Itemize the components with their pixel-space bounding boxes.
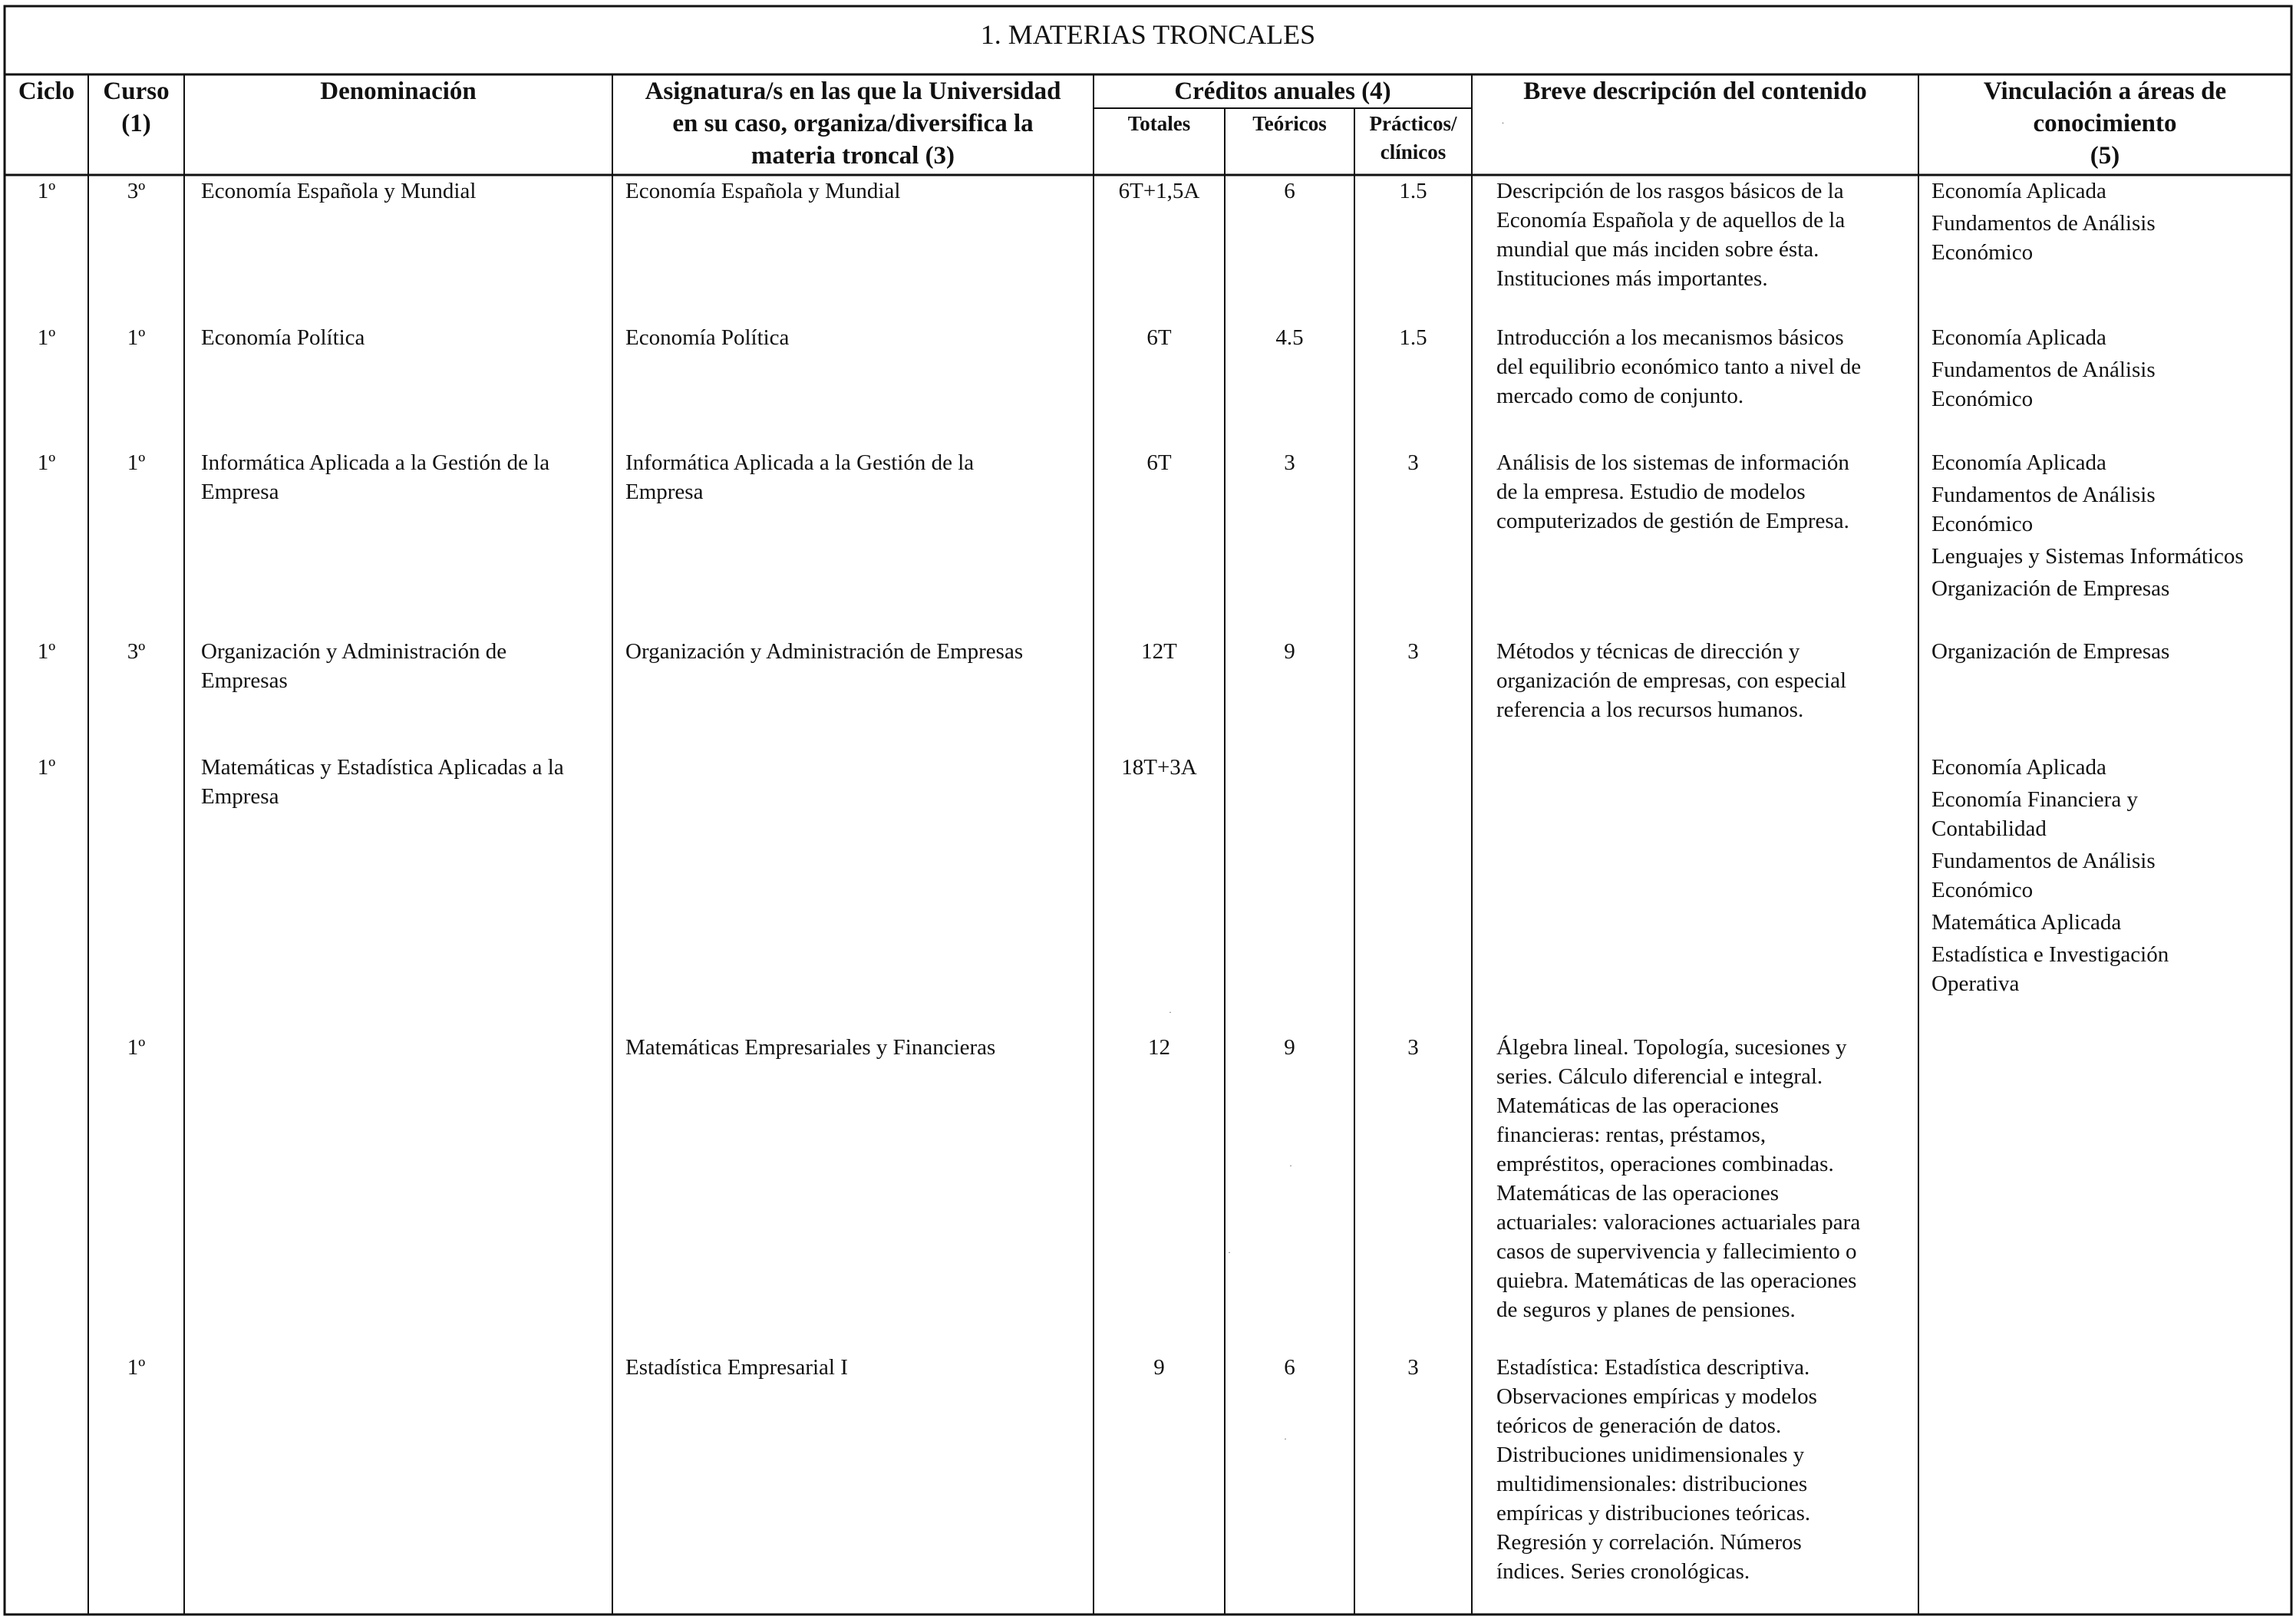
cell-ciclo: 1º bbox=[37, 639, 56, 664]
cell-descripcion: Álgebra lineal. Topología, sucesiones y series. Cálculo diferencial e integral. Matemáticas de las operaciones financieras: rentas, préstamos, empréstitos, operaciones combinadas. Matemáticas de las operaciones actuariales: valoraciones actuariales para casos de supervivencia y fallecimiento o quiebra. Matemáticas de las operaciones de seguros y planes de pensiones. bbox=[1496, 1035, 1861, 1322]
cell-totales: 18T+3A bbox=[1121, 755, 1197, 780]
cell-curso: 3º bbox=[127, 179, 146, 203]
header-practicos: Prácticos/ clínicos bbox=[1369, 112, 1457, 163]
header-vinculacion: Vinculación a áreas de conocimiento (5) bbox=[1983, 78, 2227, 170]
cell-ciclo: 1º bbox=[37, 325, 56, 350]
area-item: Matemática Aplicada bbox=[1931, 910, 2122, 935]
cell-curso: 1º bbox=[127, 325, 146, 350]
header-denominacion: Denominación bbox=[320, 78, 477, 105]
cell-ciclo: 1º bbox=[37, 179, 56, 203]
cell-practicos: 1.5 bbox=[1399, 325, 1427, 350]
cell-denominacion: Organización y Administración de Empresas bbox=[201, 639, 507, 693]
cell-practicos: 3 bbox=[1407, 450, 1419, 475]
cell-practicos: 3 bbox=[1407, 1355, 1419, 1380]
cell-curso: 1º bbox=[127, 1355, 146, 1380]
header-descripcion: Breve descripción del contenido bbox=[1523, 78, 1867, 105]
area-item: Economía Aplicada bbox=[1931, 325, 2106, 350]
cell-totales: 12 bbox=[1148, 1035, 1170, 1060]
cell-ciclo: 1º bbox=[37, 755, 56, 780]
header-totales: Totales bbox=[1127, 112, 1191, 135]
header-asignatura: Asignatura/s en las que la Universidad en su caso, organiza/diversifica la materia troncal (3) bbox=[645, 78, 1061, 170]
cell-asignatura: Estadística Empresarial I bbox=[625, 1355, 848, 1380]
stray-mark: · bbox=[1289, 1160, 1292, 1171]
area-item: Fundamentos de Análisis Económico bbox=[1931, 358, 2156, 411]
cell-descripcion: Métodos y técnicas de dirección y organización de empresas, con especial referencia a los recursos humanos. bbox=[1496, 639, 1847, 722]
cell-denominacion: Economía Española y Mundial bbox=[201, 179, 477, 203]
cell-totales: 12T bbox=[1141, 639, 1177, 664]
stray-mark: · bbox=[1169, 1007, 1172, 1017]
cell-descripcion: Estadística: Estadística descriptiva. Observaciones empíricas y modelos teóricos de generación de datos. Distribuciones unidimensionales y multidimensionales: distribuciones empíricas y distribuciones teóricas. Regresión y correlación. Números índices. Series cronológicas. bbox=[1496, 1355, 1817, 1584]
area-item: Fundamentos de Análisis Económico bbox=[1931, 211, 2156, 265]
areas-list bbox=[1931, 323, 2290, 417]
areas-list bbox=[1931, 637, 2290, 669]
cell-asignatura: Organización y Administración de Empresas bbox=[625, 639, 1024, 664]
cell-practicos: 3 bbox=[1407, 1035, 1419, 1060]
cell-teoricos: 4.5 bbox=[1275, 325, 1304, 350]
area-item: Economía Aplicada bbox=[1931, 179, 2106, 203]
area-item: Economía Financiera y Contabilidad bbox=[1931, 787, 2138, 841]
cell-descripcion: Introducción a los mecanismos básicos del equilibrio económico tanto a nivel de mercado como de conjunto. bbox=[1496, 325, 1862, 408]
area-item: Economía Aplicada bbox=[1931, 450, 2106, 475]
area-item: Estadística e Investigación Operativa bbox=[1931, 942, 2169, 996]
area-item: Lenguajes y Sistemas Informáticos bbox=[1931, 544, 2244, 569]
area-item: Economía Aplicada bbox=[1931, 755, 2106, 780]
cell-practicos: 1.5 bbox=[1399, 179, 1427, 203]
cell-totales: 6T bbox=[1146, 325, 1172, 350]
cell-curso: 1º bbox=[127, 1035, 146, 1060]
cell-asignatura: Economía Política bbox=[625, 325, 790, 350]
cell-totales: 6T+1,5A bbox=[1118, 179, 1200, 203]
header-ciclo: Ciclo bbox=[18, 78, 75, 105]
areas-list bbox=[1931, 176, 2290, 270]
cell-curso: 3º bbox=[127, 639, 146, 664]
areas-list bbox=[1931, 448, 2290, 606]
areas-list bbox=[1931, 753, 2290, 1001]
cell-denominacion: Informática Aplicada a la Gestión de la Empresa bbox=[201, 450, 550, 504]
cell-asignatura: Informática Aplicada a la Gestión de la Empresa bbox=[625, 450, 975, 504]
header-descripcion-mark: . bbox=[1502, 115, 1504, 126]
cell-totales: 9 bbox=[1153, 1355, 1165, 1380]
cell-descripcion: Descripción de los rasgos básicos de la Economía Española y de aquellos de la mundial que más inciden sobre ésta. Instituciones más importantes. bbox=[1496, 179, 1846, 291]
cell-ciclo: 1º bbox=[37, 450, 56, 475]
area-item: Organización de Empresas bbox=[1931, 576, 2170, 601]
stray-mark: · bbox=[1284, 1433, 1287, 1444]
area-item: Fundamentos de Análisis Económico bbox=[1931, 849, 2156, 902]
header-creditos: Créditos anuales (4) bbox=[1174, 78, 1391, 105]
area-item: Organización de Empresas bbox=[1931, 639, 2170, 664]
cell-teoricos: 6 bbox=[1284, 1355, 1295, 1380]
cell-teoricos: 9 bbox=[1284, 639, 1295, 664]
cell-denominacion: Economía Política bbox=[201, 325, 365, 350]
cell-teoricos: 9 bbox=[1284, 1035, 1295, 1060]
area-item: Fundamentos de Análisis Económico bbox=[1931, 483, 2156, 536]
stray-mark: · bbox=[1228, 1247, 1231, 1258]
page-title: 1. MATERIAS TRONCALES bbox=[980, 19, 1316, 50]
cell-teoricos: 3 bbox=[1284, 450, 1295, 475]
cell-totales: 6T bbox=[1146, 450, 1172, 475]
cell-asignatura: Economía Española y Mundial bbox=[625, 179, 901, 203]
cell-descripcion: Análisis de los sistemas de información de la empresa. Estudio de modelos computerizados de gestión de Empresa. bbox=[1496, 450, 1849, 533]
cell-teoricos: 6 bbox=[1284, 179, 1295, 203]
cell-practicos: 3 bbox=[1407, 639, 1419, 664]
cell-asignatura: Matemáticas Empresariales y Financieras bbox=[625, 1035, 996, 1060]
header-teoricos: Teóricos bbox=[1252, 112, 1327, 135]
cell-curso: 1º bbox=[127, 450, 146, 475]
cell-denominacion: Matemáticas y Estadística Aplicadas a la Empresa bbox=[201, 755, 564, 809]
header-curso: Curso (1) bbox=[103, 78, 170, 137]
